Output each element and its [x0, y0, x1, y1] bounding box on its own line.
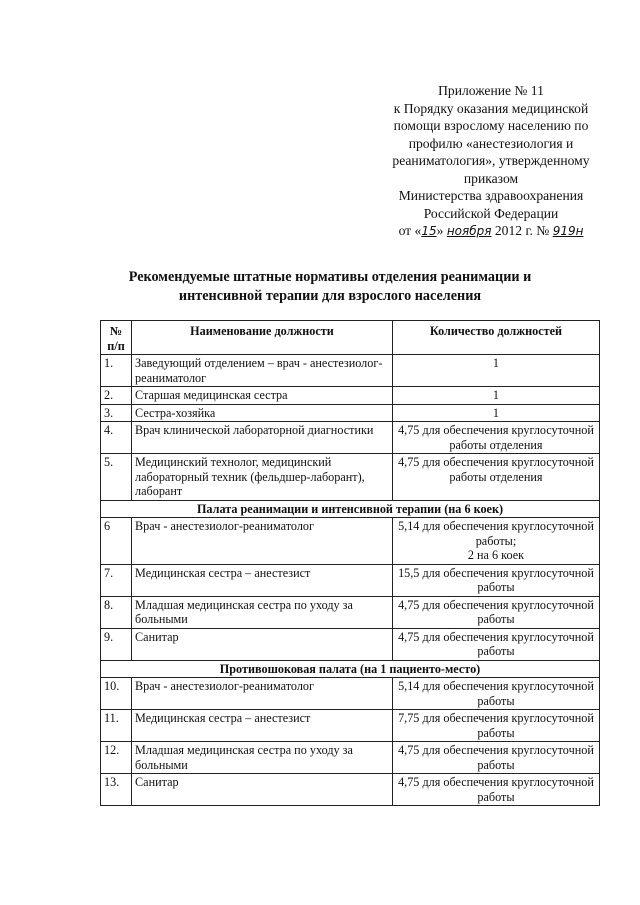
row-num: 1. [101, 355, 132, 387]
row-position: Врач клинической лабораторной диагностики [132, 422, 393, 454]
row-quantity: 4,75 для обеспечения круглосуточной работы отделения [392, 454, 599, 501]
row-quantity: 1 [392, 404, 599, 422]
row-quantity-line: 5,14 для обеспечения круглосуточной работы; [398, 519, 594, 548]
handwritten-month: ноября [446, 224, 492, 238]
table-row [101, 355, 600, 387]
row-quantity: 1 [392, 387, 599, 405]
row-quantity: 15,5 для обеспечения круглосуточной работы [392, 564, 599, 596]
table-row [101, 564, 600, 596]
row-quantity: 4,75 для обеспечения круглосуточной работы [392, 774, 599, 806]
row-num: 2. [101, 387, 132, 405]
row-num: 7. [101, 564, 132, 596]
handwritten-day: 15 [421, 224, 437, 238]
table-row [101, 710, 600, 742]
appendix-number: Приложение № 11 [438, 83, 544, 98]
row-num: 3. [101, 404, 132, 422]
row-position: Старшая медицинская сестра [132, 387, 393, 405]
staffing-table [100, 320, 600, 806]
row-position: Врач - анестезиолог-реаниматолог [132, 678, 393, 710]
row-num: 13. [101, 774, 132, 806]
table-row [101, 742, 600, 774]
section-header-row [101, 500, 600, 518]
table-row [101, 518, 600, 565]
table-row [101, 454, 600, 501]
row-quantity: 4,75 для обеспечения круглосуточной работы [392, 628, 599, 660]
appendix-header [360, 82, 622, 241]
row-quantity: 4,75 для обеспечения круглосуточной работы отделения [392, 422, 599, 454]
table-row [101, 404, 600, 422]
table-row [101, 678, 600, 710]
title-line-2: интенсивной терапии для взрослого населения [178, 288, 482, 304]
row-quantity: 7,75 для обеспечения круглосуточной работы [392, 710, 599, 742]
row-quantity: 1 [392, 355, 599, 387]
row-num: 11. [101, 710, 132, 742]
appendix-line: реаниматология», утвержденному [392, 153, 590, 168]
row-quantity: 4,75 для обеспечения круглосуточной работы [392, 742, 599, 774]
appendix-line: к Порядку оказания медицинской [393, 100, 589, 116]
date-prefix: от « [398, 223, 422, 238]
row-num: 10. [101, 678, 132, 710]
appendix-line: Российской Федерации [423, 205, 559, 221]
section-header-row [101, 660, 600, 678]
row-position: Сестра-хозяйка [132, 404, 393, 422]
table-row [101, 628, 600, 660]
row-num: 4. [101, 422, 132, 454]
document-title [60, 268, 600, 306]
row-quantity: 4,75 для обеспечения круглосуточной работы [392, 596, 599, 628]
row-num: 6 [101, 518, 132, 565]
row-quantity [392, 518, 599, 565]
table-row [101, 422, 600, 454]
appendix-line: приказом [463, 170, 519, 186]
row-num: 12. [101, 742, 132, 774]
row-position: Медицинский технолог, медицинский лабораторный техник (фельдшер-лаборант), лаборант [132, 454, 393, 501]
table-row [101, 774, 600, 806]
row-position: Медицинская сестра – анестезист [132, 710, 393, 742]
row-num: 8. [101, 596, 132, 628]
appendix-line: помощи взрослому населению по [393, 118, 589, 133]
header-position: Наименование должности [132, 321, 393, 355]
table-header-row [101, 321, 600, 355]
header-quantity: Количество должностей [392, 321, 599, 355]
row-position: Заведующий отделением – врач - анестезиолог-реаниматолог [132, 355, 393, 387]
row-position: Санитар [132, 774, 393, 806]
table-row [101, 387, 600, 405]
section-shock-ward: Противошоковая палата (на 1 пациенто-место) [101, 660, 600, 678]
row-num: 9. [101, 628, 132, 660]
header-num: № п/п [101, 321, 132, 355]
row-quantity: 5,14 для обеспечения круглосуточной работы [392, 678, 599, 710]
row-num: 5. [101, 454, 132, 501]
row-position: Младшая медицинская сестра по уходу за больными [132, 742, 393, 774]
appendix-line: профилю «анестезиология и [408, 135, 574, 151]
row-position: Врач - анестезиолог-реаниматолог [132, 518, 393, 565]
row-quantity-line: 2 на 6 коек [467, 548, 525, 562]
order-date-line [360, 222, 622, 241]
title-line-1: Рекомендуемые штатные нормативы отделения реанимации и [128, 269, 532, 285]
row-position: Младшая медицинская сестра по уходу за больными [132, 596, 393, 628]
row-position: Медицинская сестра – анестезист [132, 564, 393, 596]
section-icu-ward: Палата реанимации и интенсивной терапии (на 6 коек) [101, 500, 600, 518]
date-mid: » [436, 223, 444, 238]
row-position: Санитар [132, 628, 393, 660]
table-row [101, 596, 600, 628]
date-year: 2012 г. № [494, 223, 550, 238]
appendix-line: Министерства здравоохранения [398, 188, 584, 203]
handwritten-order-number: 919н [552, 224, 584, 238]
